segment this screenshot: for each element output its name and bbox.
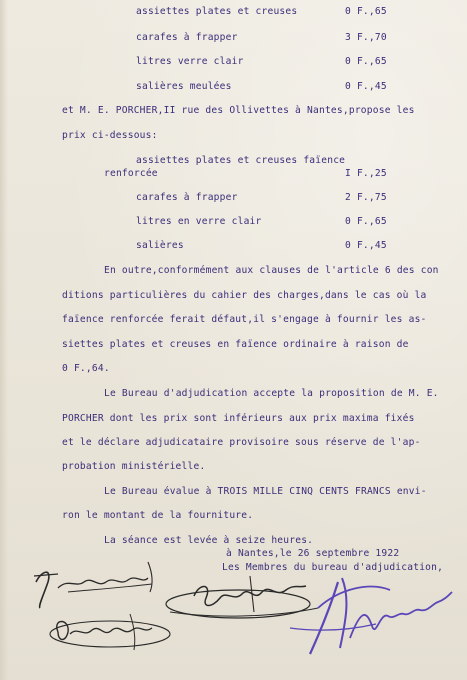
para1-line-5: 0 F.,64. <box>62 363 110 374</box>
item-1-price: 0 F.,65 <box>345 6 387 17</box>
para2-line-1: Le Bureau d'adjudication accepte la proposition de M. E. <box>104 388 439 399</box>
para3-line-1: Le Bureau évalue à TROIS MILLE CINQ CENTS FRANCS envi- <box>104 486 427 497</box>
item-2-price: 3 F.,70 <box>345 32 387 43</box>
item-7-price: 0 F.,65 <box>345 216 387 227</box>
para2-line-4: probation ministérielle. <box>62 461 206 472</box>
signature-left-lower <box>44 608 184 658</box>
item-7-name: litres en verre clair <box>136 216 262 227</box>
place-date: à Nantes,le 26 septembre 1922 <box>226 548 400 559</box>
item-5b-name: renforcée <box>104 168 158 179</box>
item-2-name: carafes à frapper <box>136 32 238 43</box>
item-6-name: carafes à frapper <box>136 192 238 203</box>
para2-line-2: PORCHER dont les prix sont inférieurs aux prix maxima fixés <box>62 413 415 424</box>
item-5-name: assiettes plates et creuses faïence <box>136 155 346 166</box>
item-3-price: 0 F.,65 <box>345 56 387 67</box>
para1-line-2: ditions particulières du cahier des charges,dans le cas où la <box>62 290 427 301</box>
intro-line-2: prix ci-dessous: <box>62 130 158 141</box>
para1-line-1: En outre,conformément aux clauses de l'article 6 des con <box>104 265 439 276</box>
closing-line: La séance est levée à seize heures. <box>104 535 314 546</box>
item-4-price: 0 F.,45 <box>345 81 387 92</box>
item-8-name: salières <box>136 240 184 251</box>
signature-right-violet <box>280 568 460 668</box>
para1-line-4: siettes plates et creuses en faïence ordinaire à raison de <box>62 339 409 350</box>
item-3-name: litres verre clair <box>136 56 244 67</box>
item-1-name: assiettes plates et creuses <box>136 6 298 17</box>
item-6-price: 2 F.,75 <box>345 192 387 203</box>
members-line: Les Membres du bureau d'adjudication, <box>222 562 444 573</box>
para3-line-2: ron le montant de la fourniture. <box>62 510 254 521</box>
para2-line-3: et le déclare adjudicataire provisoire sous réserve de l'ap- <box>62 437 421 448</box>
paper-edge-shadow <box>0 0 8 680</box>
intro-line-1: et M. E. PORCHER,II rue des Ollivettes à Nantes,propose les <box>62 105 415 116</box>
item-4-name: salières meulées <box>136 81 232 92</box>
item-8-price: 0 F.,45 <box>345 240 387 251</box>
para1-line-3: faïence renforcée ferait défaut,il s'engage à fournir les as- <box>62 314 427 325</box>
item-5-price: I F.,25 <box>345 168 387 179</box>
